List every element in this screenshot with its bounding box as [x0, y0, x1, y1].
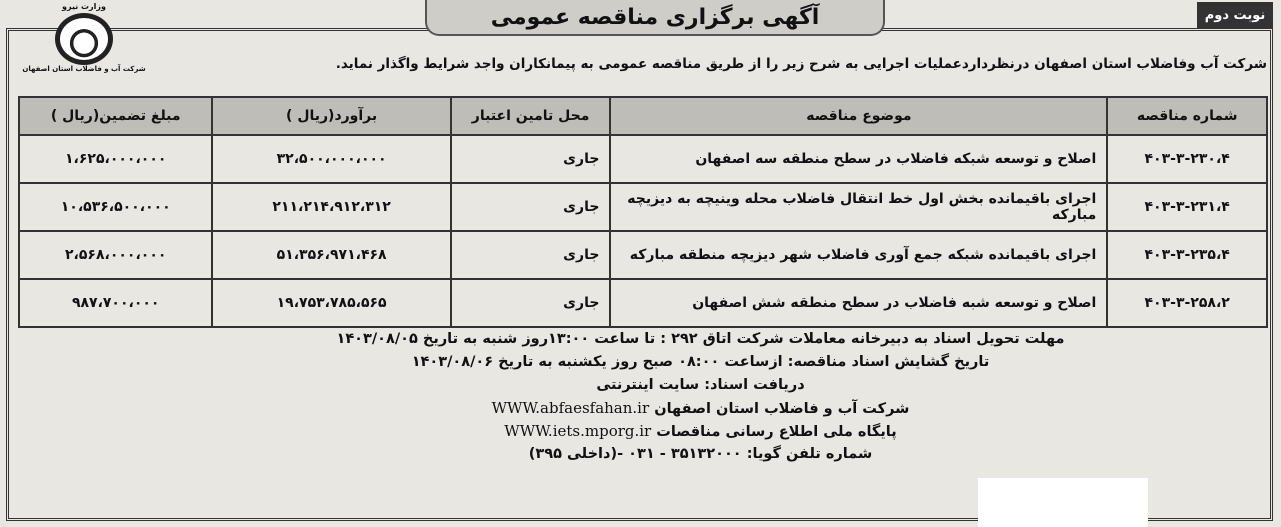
- submission-deadline: مهلت تحویل اسناد به دبیرخانه معاملات شرکت اتاق ۲۹۲ : تا ساعت ۱۳:۰۰روز شنبه به تاریخ ۱۴۰۳/۰۸/۰۵: [336, 331, 1065, 347]
- tender-estimate: ۳۲،۵۰۰،۰۰۰،۰۰۰: [212, 135, 450, 183]
- national-website-link[interactable]: WWW.iets.mporg.ir: [504, 422, 652, 440]
- table-row: [19, 135, 1267, 183]
- tender-number: ۴۰۳-۳-۲۳۱،۴: [1107, 183, 1267, 231]
- table-row: [19, 279, 1267, 327]
- table-row: [19, 231, 1267, 279]
- table-header-row: [19, 97, 1267, 135]
- logo-bottom-text: شرکت آب و فاضلاب استان اصفهان: [22, 65, 146, 73]
- tender-subject: اجرای باقیمانده شبکه جمع آوری فاضلاب شهر دیزیچه منطقه مبارکه: [610, 231, 1107, 279]
- tender-subject: اصلاح و توسعه شبکه فاضلاب در سطح منطقه سه اصفهان: [610, 135, 1107, 183]
- table-row: [19, 183, 1267, 231]
- notice-round-badge: نوبت دوم: [1197, 2, 1273, 28]
- notice-title: آگهی برگزاری مناقصه عمومی: [425, 0, 885, 36]
- national-website-line: [180, 420, 1221, 443]
- header-number: شماره مناقصه: [1107, 97, 1267, 135]
- header-bond: مبلغ تضمین(ریال ): [19, 97, 212, 135]
- blank-patch: [978, 478, 1148, 527]
- tender-table: [18, 96, 1268, 328]
- header-estimate: برآورد(ریال ): [212, 97, 450, 135]
- tender-estimate: ۲۱۱،۲۱۴،۹۱۲،۳۱۲: [212, 183, 450, 231]
- logo-top-text: وزارت نیرو: [62, 2, 106, 11]
- company-website-link[interactable]: WWW.abfaesfahan.ir: [491, 399, 650, 417]
- national-website-label: پایگاه ملی اطلاع رسانی مناقصات: [656, 424, 897, 440]
- company-website-line: [180, 397, 1221, 420]
- document-download: دریافت اسناد: سایت اینترنتی: [596, 377, 805, 393]
- opening-date: تاریخ گشایش اسناد مناقصه: ازساعت ۰۸:۰۰ صبح روز یکشنبه به تاریخ ۱۴۰۳/۰۸/۰۶: [411, 354, 990, 370]
- tender-number: ۴۰۳-۳-۲۳۰،۴: [1107, 135, 1267, 183]
- company-website-label: شرکت آب و فاضلاب استان اصفهان: [654, 401, 910, 417]
- tender-estimate: ۱۹،۷۵۳،۷۸۵،۵۶۵: [212, 279, 450, 327]
- water-drop-logo-icon: [55, 13, 113, 65]
- tender-subject: اجرای باقیمانده بخش اول خط انتقال فاضلاب محله وینیچه به دیزیچه مبارکه: [610, 183, 1107, 231]
- company-logo: [14, 2, 154, 82]
- header-subject: موضوع مناقصه: [610, 97, 1107, 135]
- tender-number: ۴۰۳-۳-۲۵۸،۲: [1107, 279, 1267, 327]
- tender-bond: ۹۸۷،۷۰۰،۰۰۰: [19, 279, 212, 327]
- tender-funding: جاری: [451, 279, 611, 327]
- tender-funding: جاری: [451, 231, 611, 279]
- notice-details: [180, 328, 1221, 466]
- tender-bond: ۱،۶۲۵،۰۰۰،۰۰۰: [19, 135, 212, 183]
- tender-funding: جاری: [451, 135, 611, 183]
- tender-funding: جاری: [451, 183, 611, 231]
- tender-estimate: ۵۱،۳۵۶،۹۷۱،۴۶۸: [212, 231, 450, 279]
- intro-text: شرکت آب وفاضلاب استان اصفهان درنظرداردعملیات اجرایی به شرح زیر را از طریق مناقصه عمومی به پیمانکاران واجد شرایط واگذار نماید.: [335, 56, 1267, 72]
- tender-number: ۴۰۳-۳-۲۳۵،۴: [1107, 231, 1267, 279]
- tender-bond: ۱۰،۵۳۶،۵۰۰،۰۰۰: [19, 183, 212, 231]
- tender-bond: ۲،۵۶۸،۰۰۰،۰۰۰: [19, 231, 212, 279]
- header-funding: محل تامین اعتبار: [451, 97, 611, 135]
- tender-subject: اصلاح و توسعه شبه فاضلاب در سطح منطقه شش اصفهان: [610, 279, 1107, 327]
- phone-number: شماره تلفن گویا: ۳۵۱۳۲۰۰۰ - ۰۳۱ -(داخلی ۳۹۵): [528, 446, 873, 462]
